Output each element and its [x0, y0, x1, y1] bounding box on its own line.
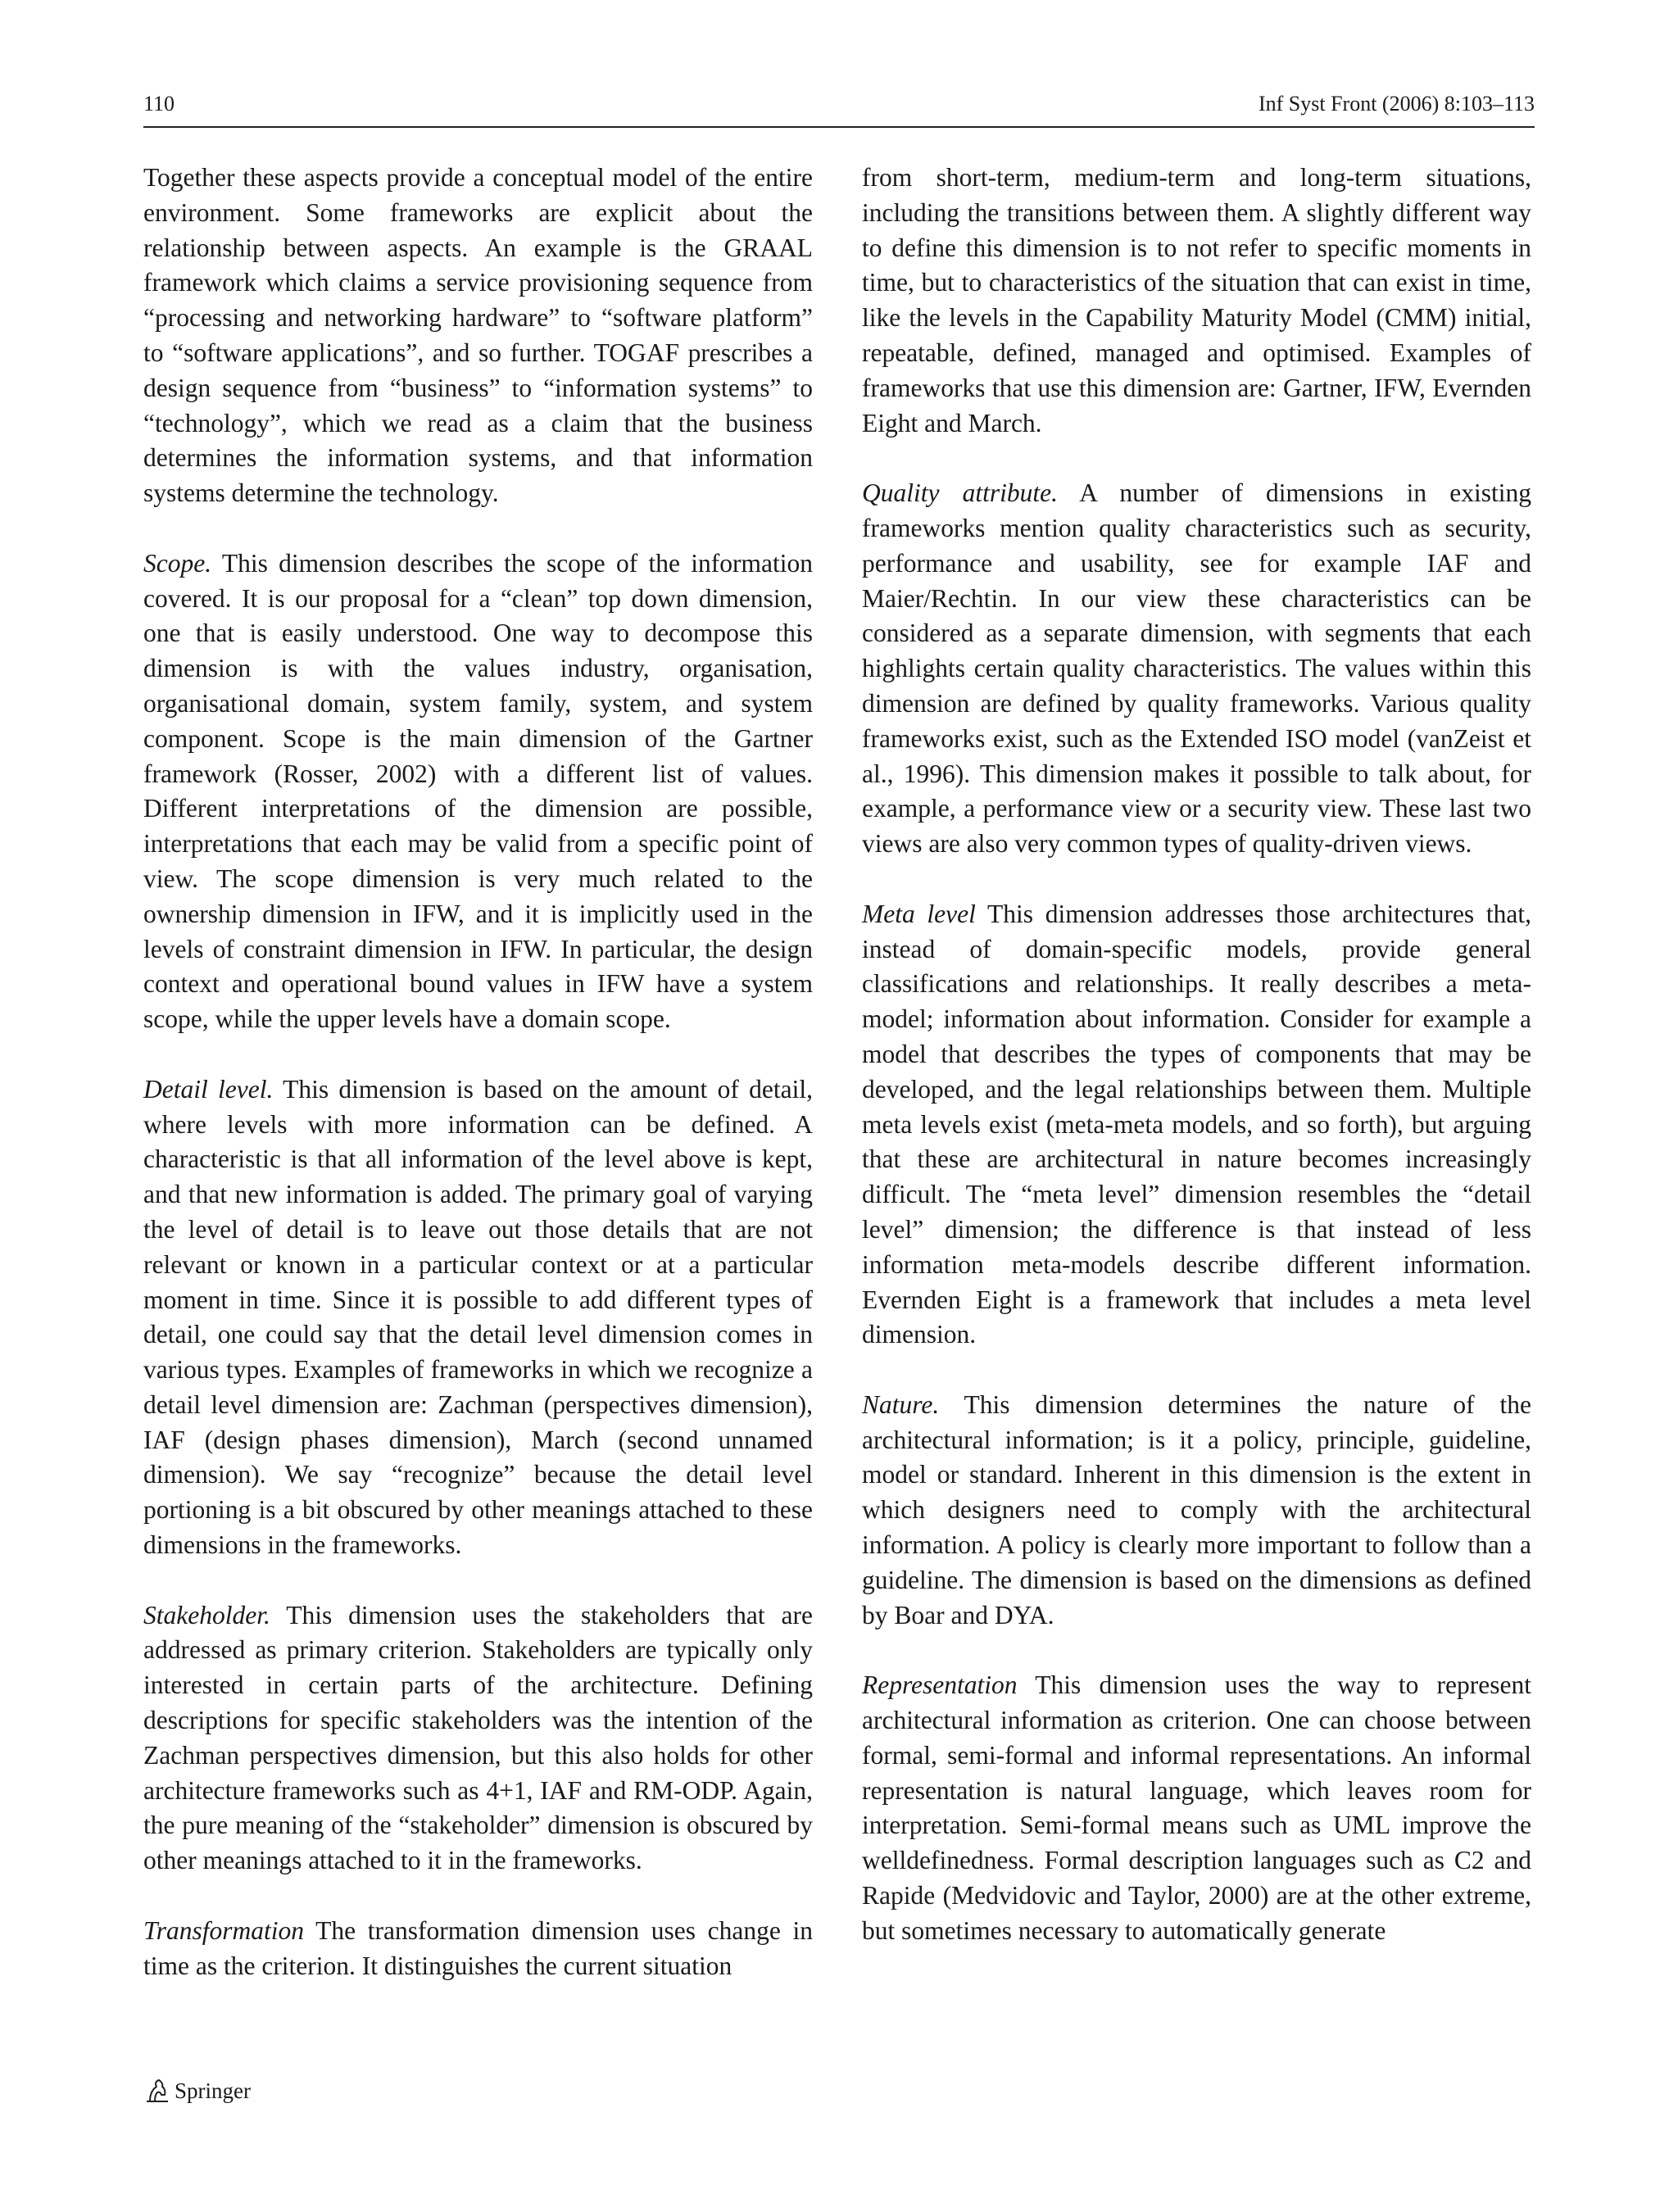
paragraph-quality-attribute	[862, 476, 1531, 862]
term-representation: Representation	[862, 1670, 1018, 1700]
paragraph-intro-text: Together these aspects provide a conceptual model of the entire environment. Some frameworks are explicit about the relationship between aspects. An example is the GRAAL framework which claims a service provisioning sequence from “processing and networking hardware” to “software platform” to “software applications”, and so further. TOGAF prescribes a design sequence from “business” to “information systems” to “technology”, which we read as a claim that the business determines the information systems, and that information systems determine the technology.	[143, 163, 813, 508]
left-column	[143, 161, 813, 1983]
journal-citation: Inf Syst Front (2006) 8:103–113	[1258, 92, 1535, 116]
scope-text: This dimension describes the scope of the information covered. It is our proposal for a “clean” top down dimension, one that is easily understood. One way to decompose this dimension is with the values industry, organisation, organisational domain, system family, system, and system component. Scope is the main dimension of the Gartner framework (Rosser, 2002) with a different list of values. Different interpretations of the dimension are possible, interpretations that each may be valid from a specific point of view. The scope dimension is very much related to the ownership dimension in IFW, and it is implicitly used in the levels of constraint dimension in IFW. In particular, the design context and operational bound values in IFW have a system scope, while the upper levels have a domain scope.	[143, 548, 813, 1034]
paragraph-intro	[143, 161, 813, 511]
paragraph-stakeholder	[143, 1598, 813, 1879]
meta-level-text: This dimension addresses those architectures that, instead of domain-specific models, provide general classifications and relationships. It really describes a meta-model; information about information. Consider for example a model that describes the types of components that may be developed, and the legal relationships between them. Multiple meta levels exist (meta-meta models, and so forth), but arguing that these are architectural in nature becomes increasingly difficult. The “meta level” dimension resembles the “detail level” dimension; the difference is that instead of less information meta-models describe different information. Evernden Eight is a framework that includes a meta level dimension.	[862, 899, 1532, 1349]
page-number: 110	[143, 92, 175, 116]
paragraph-detail-level	[143, 1072, 813, 1563]
paragraph-nature	[862, 1388, 1531, 1634]
paragraph-scope	[143, 546, 813, 1037]
term-transformation: Transformation	[143, 1915, 305, 1945]
term-meta-level: Meta level	[862, 899, 976, 928]
term-quality-attribute: Quality attribute.	[862, 478, 1058, 508]
quality-attribute-text: A number of dimensions in existing frameworks mention quality characteristics such as security, performance and usability, see for example IAF and Maier/Rechtin. In our view these characteristics can be considered as a separate dimension, with segments that each highlights certain quality characteristics. The values within this dimension are defined by quality frameworks. Various quality frameworks exist, such as the Extended ISO model (vanZeist et al., 1996). This dimension makes it possible to talk about, for example, a performance view or a security view. These last two views are also very common types of quality-driven views.	[862, 478, 1531, 859]
term-nature: Nature.	[862, 1389, 940, 1419]
term-scope: Scope.	[143, 548, 212, 578]
paragraph-transformation-continued	[862, 161, 1531, 441]
term-stakeholder: Stakeholder.	[143, 1600, 270, 1630]
paragraph-representation	[862, 1668, 1531, 1948]
nature-text: This dimension determines the nature of the architectural information; is it a policy, principle, guideline, model or standard. Inherent in this dimension is the extent in which designers need to comply with the architectural information. A policy is clearly more important to follow than a guideline. The dimension is based on the dimensions as defined by Boar and DYA.	[862, 1389, 1531, 1630]
representation-text: This dimension uses the way to represent architectural information as criterion. One can choose between formal, semi-formal and informal representations. An informal representation is natural language, which leaves room for interpretation. Semi-formal means such as UML improve the welldefinedness. Formal description languages such as C2 and Rapide (Medvidovic and Taylor, 2000) are at the other extreme, but sometimes necessary to automatically generate	[862, 1670, 1531, 1945]
publisher-name: Springer	[175, 2078, 251, 2103]
paragraph-transformation	[143, 1914, 813, 1984]
detail-level-text: This dimension is based on the amount of detail, where levels with more information can be defined. A characteristic is that all information of the level above is kept, and that new information is added. The primary goal of varying the level of detail is to leave out those details that are not relevant or known in a particular context or at a particular moment in time. Since it is possible to add different types of detail, one could say that the detail level dimension comes in various types. Examples of frameworks in which we recognize a detail level dimension are: Zachman (perspectives dimension), IAF (design phases dimension), March (second unnamed dimension). We say “recognize” because the detail level portioning is a bit obscured by other meanings attached to these dimensions in the frameworks.	[143, 1074, 813, 1560]
stakeholder-text: This dimension uses the stakeholders that are addressed as primary criterion. Stakeholders are typically only interested in certain parts of the architecture. Defining descriptions for specific stakeholders was the intention of the Zachman perspectives dimension, but this also holds for other architecture frameworks such as 4+1, IAF and RM-ODP. Again, the pure meaning of the “stakeholder” dimension is obscured by other meanings attached to it in the frameworks.	[143, 1600, 813, 1875]
running-header	[143, 88, 1535, 128]
transformation-continued-text: from short-term, medium-term and long-term situations, including the transitions between them. A slightly different way to define this dimension is to not refer to specific moments in time, but to characteristics of the situation that can exist in time, like the levels in the Capability Maturity Model (CMM) initial, repeatable, defined, managed and optimised. Examples of frameworks that use this dimension are: Gartner, IFW, Evernden Eight and March.	[862, 163, 1531, 437]
transformation-text: The transformation dimension uses change in time as the criterion. It distinguishes the current situation	[143, 1915, 813, 1980]
springer-horse-icon	[143, 2077, 171, 2105]
right-column	[862, 161, 1531, 1949]
paragraph-meta-level	[862, 897, 1531, 1353]
publisher-footer	[143, 2074, 251, 2107]
term-detail-level: Detail level.	[143, 1074, 274, 1104]
